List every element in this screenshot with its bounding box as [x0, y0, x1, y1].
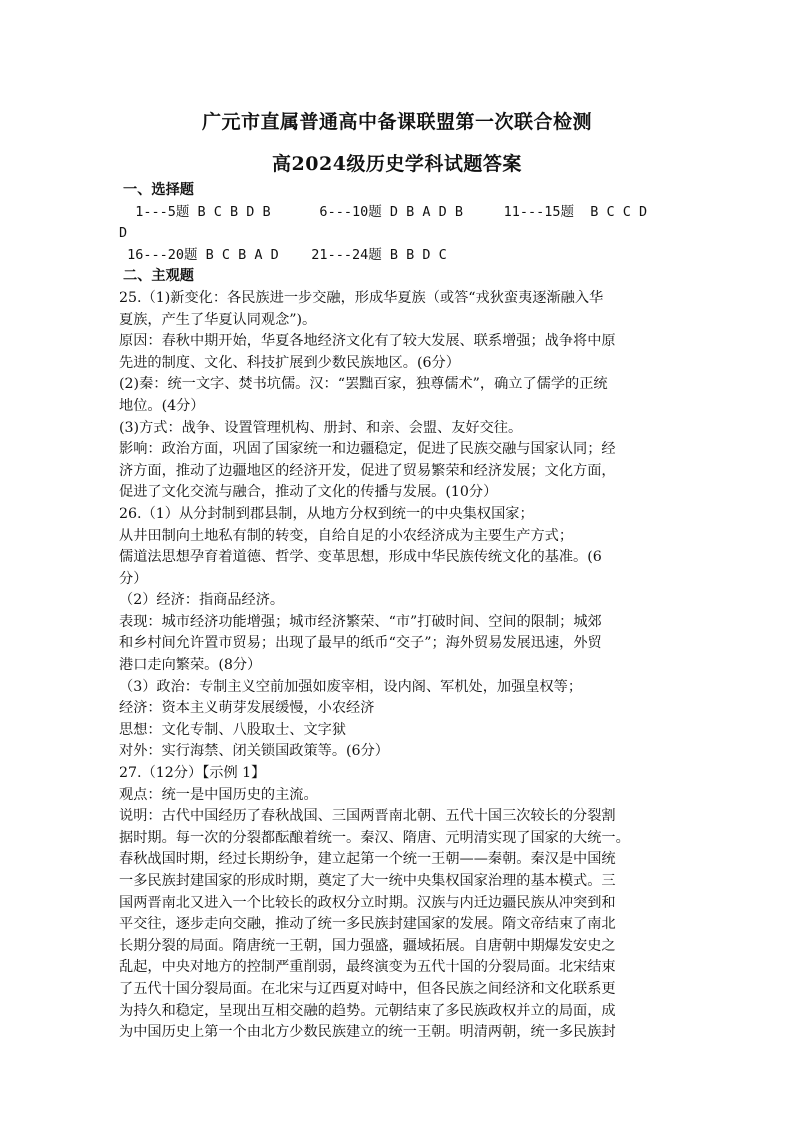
answer-line: 儒道法思想孕育着道德、哲学、变革思想，形成中华民族传统文化的基准。(6 — [119, 549, 602, 566]
answer-line: 为中国历史上第一个由北方少数民族建立的统一王朝。明清两朝，统一多民族封 — [119, 1024, 616, 1041]
section-heading-subjective: 二、主观题 — [123, 268, 194, 285]
answer-line: 港口走向繁荣。(8分） — [119, 657, 262, 674]
answer-line: (3)方式：战争、设置管理机构、册封、和亲、会盟、友好交往。 — [119, 419, 523, 436]
choice-answers-row-2: 16---20题 B C B A D 21---24题 B B D C — [119, 246, 447, 263]
answer-line: （2）经济：指商品经济。 — [119, 592, 285, 609]
answer-line: 原因：春秋中期开始，华夏各地经济文化有了较大发展、联系增强；战争将中原 — [119, 333, 616, 350]
choice-answers-row-1: 1---5题 B C B D B 6---10题 D B A D B 11---15题 B C C D — [119, 203, 648, 220]
answer-line: 对外：实行海禁、闭关锁国政策等。(6分） — [119, 743, 389, 760]
answer-line: 先进的制度、文化、科技扩展到少数民族地区。(6分） — [119, 354, 460, 371]
answer-line: 说明：古代中国经历了春秋战国、三国两晋南北朝、五代十国三次较长的分裂割 — [119, 808, 616, 825]
answer-line: 和乡村间允许置市贸易；出现了最早的纸币“交子”；海外贸易发展迅速，外贸 — [119, 635, 602, 652]
answer-line: 了五代十国分裂局面。在北宋与辽西夏对峙中，但各民族之间经济和文化联系更 — [119, 980, 616, 997]
answer-line: 地位。(4分） — [119, 397, 205, 414]
answer-line: 为持久和稳定，呈现出互相交融的趋势。元朝结束了多民族政权并立的局面，成 — [119, 1002, 616, 1019]
answer-line: 分） — [119, 570, 148, 587]
answer-line: (2)秦：统一文字、焚书坑儒。汉：“罢黜百家，独尊儒术”，确立了儒学的正统 — [119, 376, 608, 393]
answer-line: 影响：政治方面，巩固了国家统一和边疆稳定，促进了民族交融与国家认同；经 — [119, 441, 616, 458]
section-heading-choice: 一、选择题 — [123, 182, 194, 198]
answer-line: 夏族，产生了华夏认同观念”)。 — [119, 311, 317, 328]
answer-line: 促进了文化交流与融合，推动了文化的传播与发展。(10分） — [119, 484, 498, 501]
answer-line: 平交往，逐步走向交融，推动了统一多民族封建国家的发展。隋文帝结束了南北 — [119, 916, 616, 933]
answer-line: 济方面，推动了边疆地区的经济开发，促进了贸易繁荣和经济发展；文化方面， — [119, 462, 616, 479]
answer-line: 观点：统一是中国历史的主流。 — [119, 786, 318, 803]
answer-line: 经济：资本主义萌芽发展缓慢，小农经济 — [119, 700, 375, 717]
answer-line: 据时期。每一次的分裂都酝酿着统一。秦汉、隋唐、元明清实现了国家的大统一。 — [119, 829, 630, 846]
answer-line: 国两晋南北又进入一个比较长的政权分立时期。汉族与内迁边疆民族从冲突到和 — [119, 894, 616, 911]
answer-line: 一多民族封建国家的形成时期，奠定了大一统中央集权国家治理的基本模式。三 — [119, 873, 616, 889]
document-title: 广元市直属普通高中备课联盟第一次联合检测 — [201, 111, 592, 133]
answer-line: 25.（1)新变化：各民族进一步交融，形成华夏族（或答“戎狄蛮夷逐渐融入华 — [119, 289, 604, 306]
answer-line: 表现：城市经济功能增强；城市经济繁荣、“市”打破时间、空间的限制；城郊 — [119, 613, 602, 630]
answer-line: （3）政治：专制主义空前加强如废宰相，设内阁、军机处，加强皇权等； — [119, 678, 583, 695]
answer-line: 春秋战国时期，经过长期纷争，建立起第一个统一王朝——秦朝。秦汉是中国统 — [119, 851, 616, 868]
answer-content — [119, 180, 679, 1044]
answer-line: 乱起，中央对地方的控制严重削弱，最终演变为五代十国的分裂局面。北宋结束 — [119, 959, 616, 976]
answer-line: 26.（1）从分封制到郡县制，从地方分权到统一的中央集权国家； — [119, 505, 534, 522]
answer-line: 从井田制向土地私有制的转变，自给自足的小农经济成为主要生产方式； — [119, 527, 574, 544]
subjective-answers — [119, 288, 679, 1044]
choice-answers-row-1-wrap: D — [119, 225, 128, 242]
answer-line: 长期分裂的局面。隋唐统一王朝，国力强盛，疆域拓展。自唐朝中期爆发安史之 — [119, 937, 616, 954]
answer-line: 27.（12分）【示例 1】 — [119, 765, 266, 782]
document-subtitle: 高2024级历史学科试题答案 — [272, 153, 522, 175]
answer-line: 思想：文化专制、八股取士、文字狱 — [119, 721, 347, 738]
